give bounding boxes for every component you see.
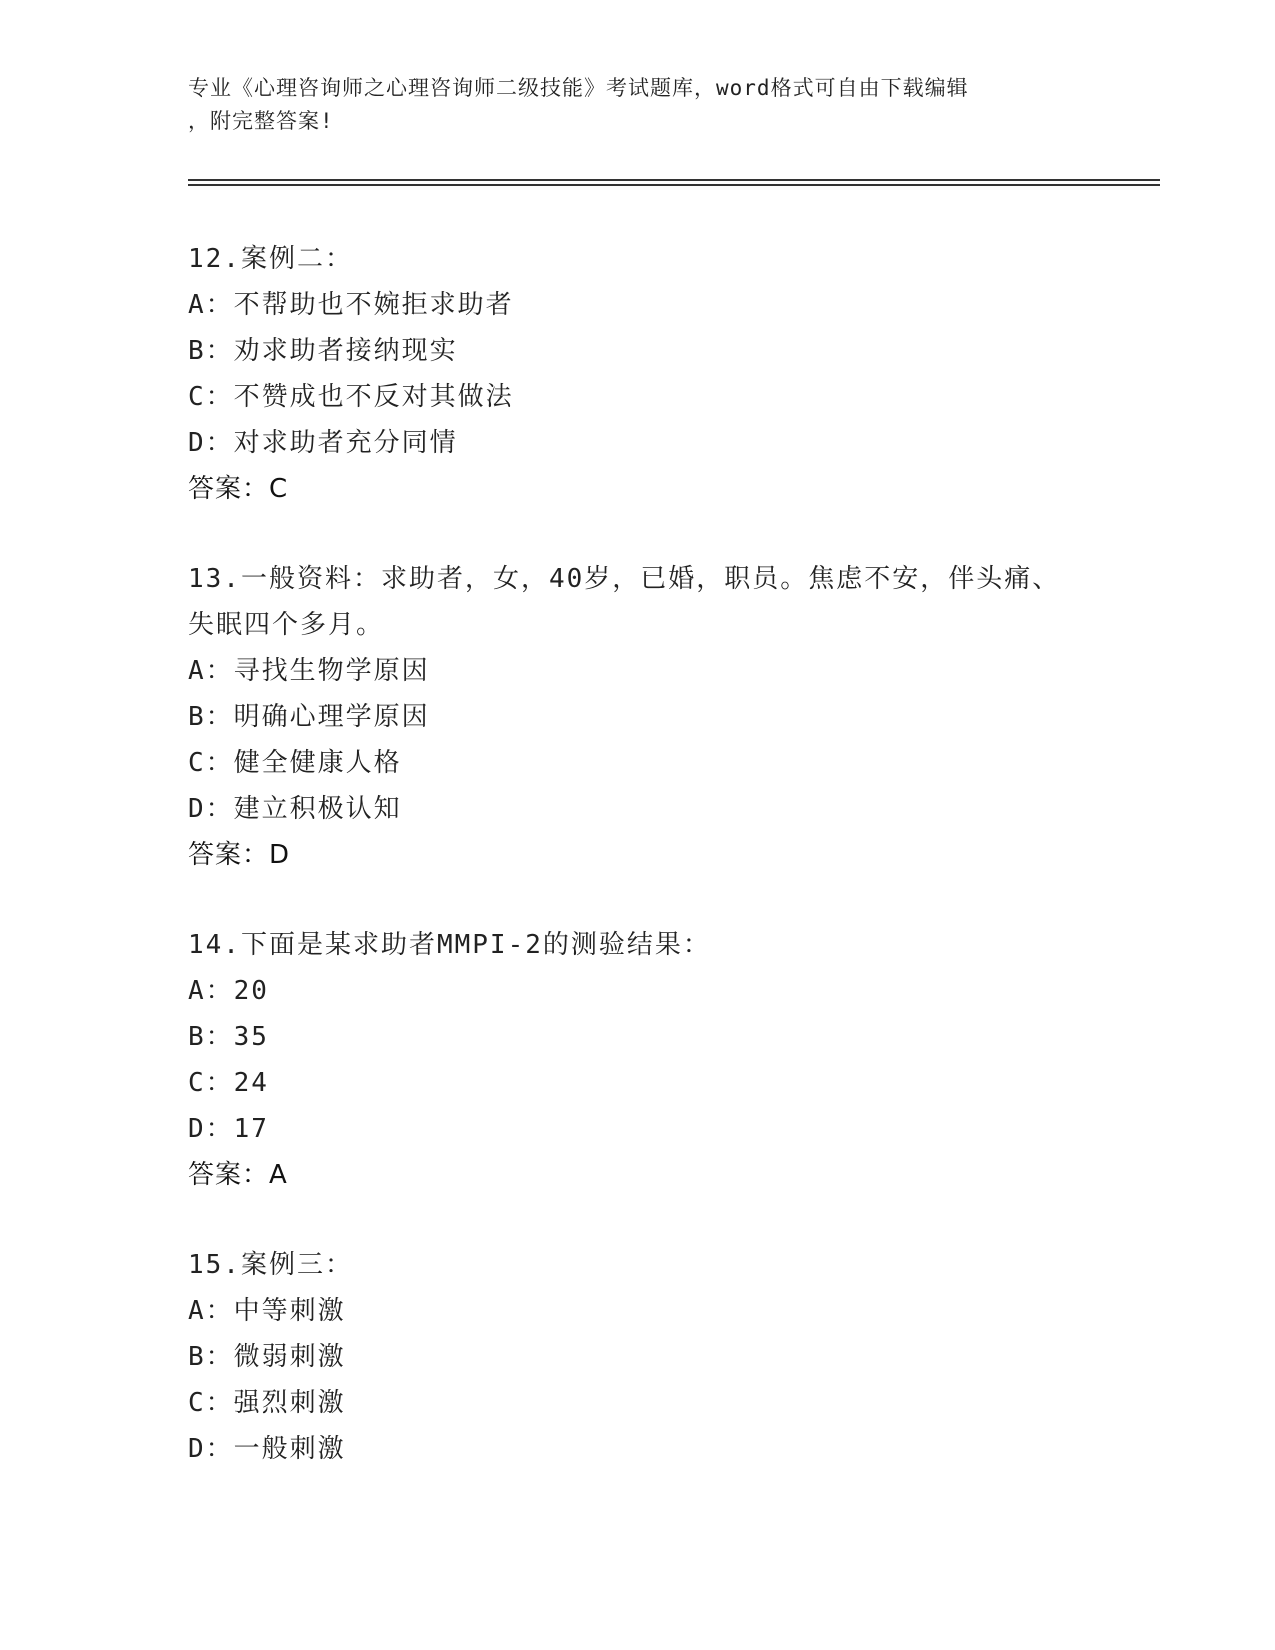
option-d: D：对求助者充分同情 bbox=[188, 428, 458, 458]
question-stem-line-1: 13.一般资料：求助者，女，40岁，已婚，职员。焦虑不安，伴头痛、 bbox=[188, 564, 1061, 594]
option-a: A：20 bbox=[188, 976, 269, 1006]
option-b: B：明确心理学原因 bbox=[188, 702, 430, 732]
question-13 bbox=[188, 556, 1088, 878]
option-a: A：不帮助也不婉拒求助者 bbox=[188, 290, 514, 320]
question-14 bbox=[188, 922, 1088, 1198]
document-header bbox=[188, 72, 1068, 138]
answer-label: 答案：A bbox=[188, 1160, 288, 1190]
option-a: A：中等刺激 bbox=[188, 1296, 346, 1326]
option-d: D：建立积极认知 bbox=[188, 794, 402, 824]
option-b: B：35 bbox=[188, 1022, 269, 1052]
question-12 bbox=[188, 236, 1088, 512]
header-line-2: ，附完整答案! bbox=[188, 109, 334, 133]
header-line-1: 专业《心理咨询师之心理咨询师二级技能》考试题库，word格式可自由下载编辑 bbox=[188, 76, 969, 100]
header-divider-top bbox=[188, 179, 1160, 181]
option-b: B：微弱刺激 bbox=[188, 1342, 346, 1372]
answer-label: 答案：C bbox=[188, 474, 289, 504]
answer-label: 答案：D bbox=[188, 840, 291, 870]
option-b: B：劝求助者接纳现实 bbox=[188, 336, 458, 366]
question-stem: 12.案例二： bbox=[188, 244, 353, 274]
question-15 bbox=[188, 1242, 1088, 1472]
option-c: C：24 bbox=[188, 1068, 269, 1098]
option-a: A：寻找生物学原因 bbox=[188, 656, 430, 686]
option-d: D：17 bbox=[188, 1114, 269, 1144]
option-c: C：不赞成也不反对其做法 bbox=[188, 382, 514, 412]
question-stem-line-2: 失眠四个多月。 bbox=[188, 610, 385, 640]
question-stem: 14.下面是某求助者MMPI-2的测验结果： bbox=[188, 930, 711, 960]
question-stem: 15.案例三： bbox=[188, 1250, 353, 1280]
option-c: C：强烈刺激 bbox=[188, 1388, 346, 1418]
option-c: C：健全健康人格 bbox=[188, 748, 402, 778]
option-d: D：一般刺激 bbox=[188, 1434, 346, 1464]
header-divider-bottom bbox=[188, 184, 1160, 186]
